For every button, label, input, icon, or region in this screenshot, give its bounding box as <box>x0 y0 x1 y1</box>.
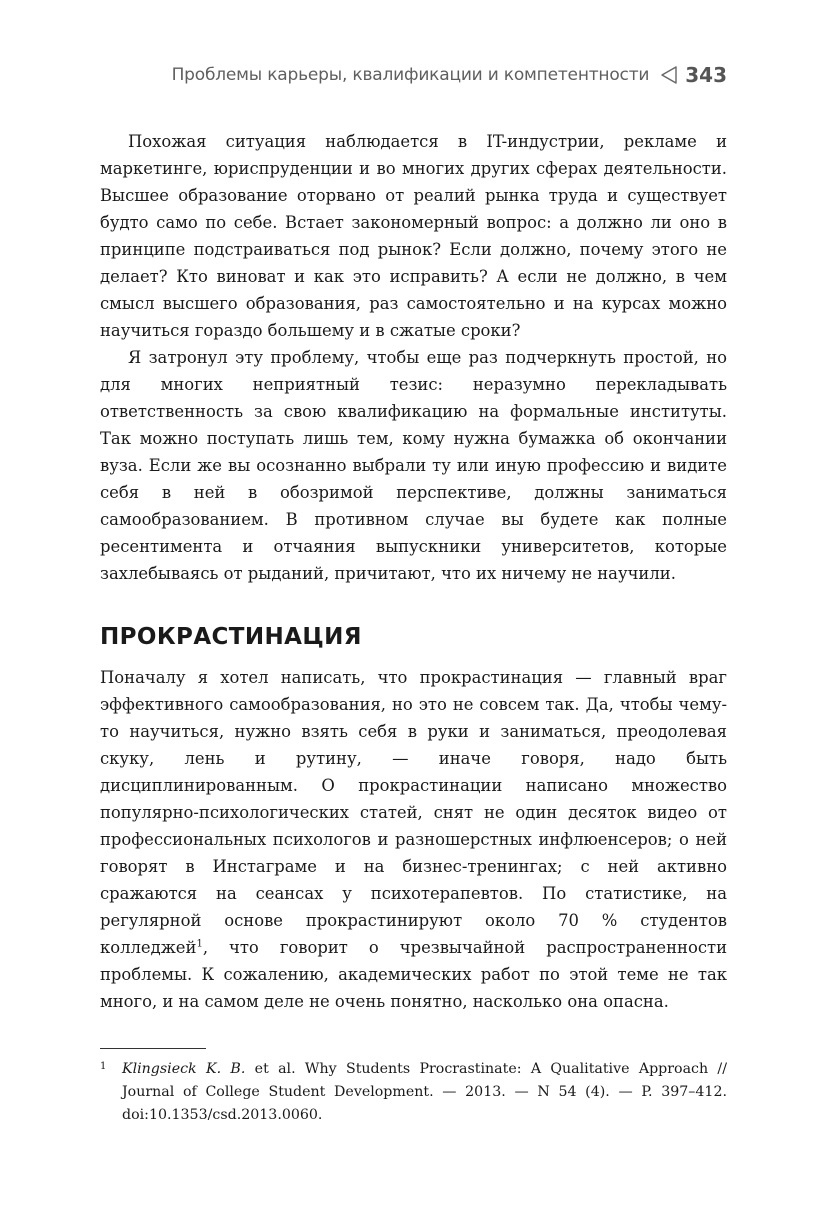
paragraph-text: Поначалу я хотел написать, что прокрастинация — главный враг эффективного самообразования, но это не совсем так. Да, чтобы чему-то научиться, нужно взять себя в руки и заниматься, преодолевая скуку, лень и рутину, — иначе говоря, надо быть дисциплинированным. О прокрастинации написано множество популярно-психологических статей, снят не один десяток видео от профессиональных психологов и разношерстных инфлюенсеров; о ней говорят в Инстаграме и на бизнес-тренингах; с ней активно сражаются на сеансах у психотерапевтов. По статистике, на регулярной основе прокрастинируют около 70 % студентов колледжей <box>100 668 727 957</box>
footnote-marker: 1 <box>100 1061 107 1072</box>
section-heading: ПРОКРАСТИНАЦИЯ <box>100 624 362 650</box>
footnote-divider <box>100 1048 206 1049</box>
paragraph-text: , что говорит о чрезвычайной распространенности проблемы. К сожалению, академических работ по этой теме не так много, и на самом деле не очень понятно, насколько она опасна. <box>100 938 727 1011</box>
body-text-section-2 <box>100 664 727 1015</box>
footnote <box>100 1058 727 1127</box>
footnote-citation: et al. Why Students Procrastinate: A Qualitative Approach // Journal of College Student Development. — 2013. — N 54 (4). — P. 397–412. doi:10.1353/csd.2013.0060. <box>122 1061 727 1123</box>
footnote-reference: 1 <box>196 938 203 950</box>
paragraph <box>100 664 727 1015</box>
triangle-left-icon <box>661 66 677 84</box>
paragraph: Я затронул эту проблему, чтобы еще раз подчеркнуть простой, но для многих неприятный тезис: неразумно перекладывать ответственность за свою квалификацию на формальные институты. Так можно поступать лишь тем, кому нужна бумажка об окончании вуза. Если же вы осознанно выбрали ту или иную профессию и видите себя в ней в обозримой перспективе, должны заниматься самообразованием. В противном случае вы будете как полные ресентимента и отчаяния выпускники университетов, которые захлебываясь от рыданий, причитают, что их ничему не научили. <box>100 348 727 583</box>
body-text-section-1 <box>100 128 727 587</box>
running-header <box>100 58 727 92</box>
header-title: Проблемы карьеры, квалификации и компетентности <box>171 65 650 85</box>
footnote-author: Klingsieck K. B. <box>122 1061 246 1077</box>
page-number: 343 <box>685 63 727 87</box>
footnote-text <box>122 1058 727 1127</box>
paragraph: Похожая ситуация наблюдается в IT-индустрии, рекламе и маркетинге, юриспруденции и во многих других сферах деятельности. Высшее образование оторвано от реалий рынка труда и существует будто само по себе. Встает закономерный вопрос: а должно ли оно в принципе подстраиваться под рынок? Если должно, почему этого не делает? Кто виноват и как это исправить? А если не должно, в чем смысл высшего образования, раз самостоятельно и на курсах можно научиться гораздо большему и в сжатые сроки? <box>100 132 727 340</box>
